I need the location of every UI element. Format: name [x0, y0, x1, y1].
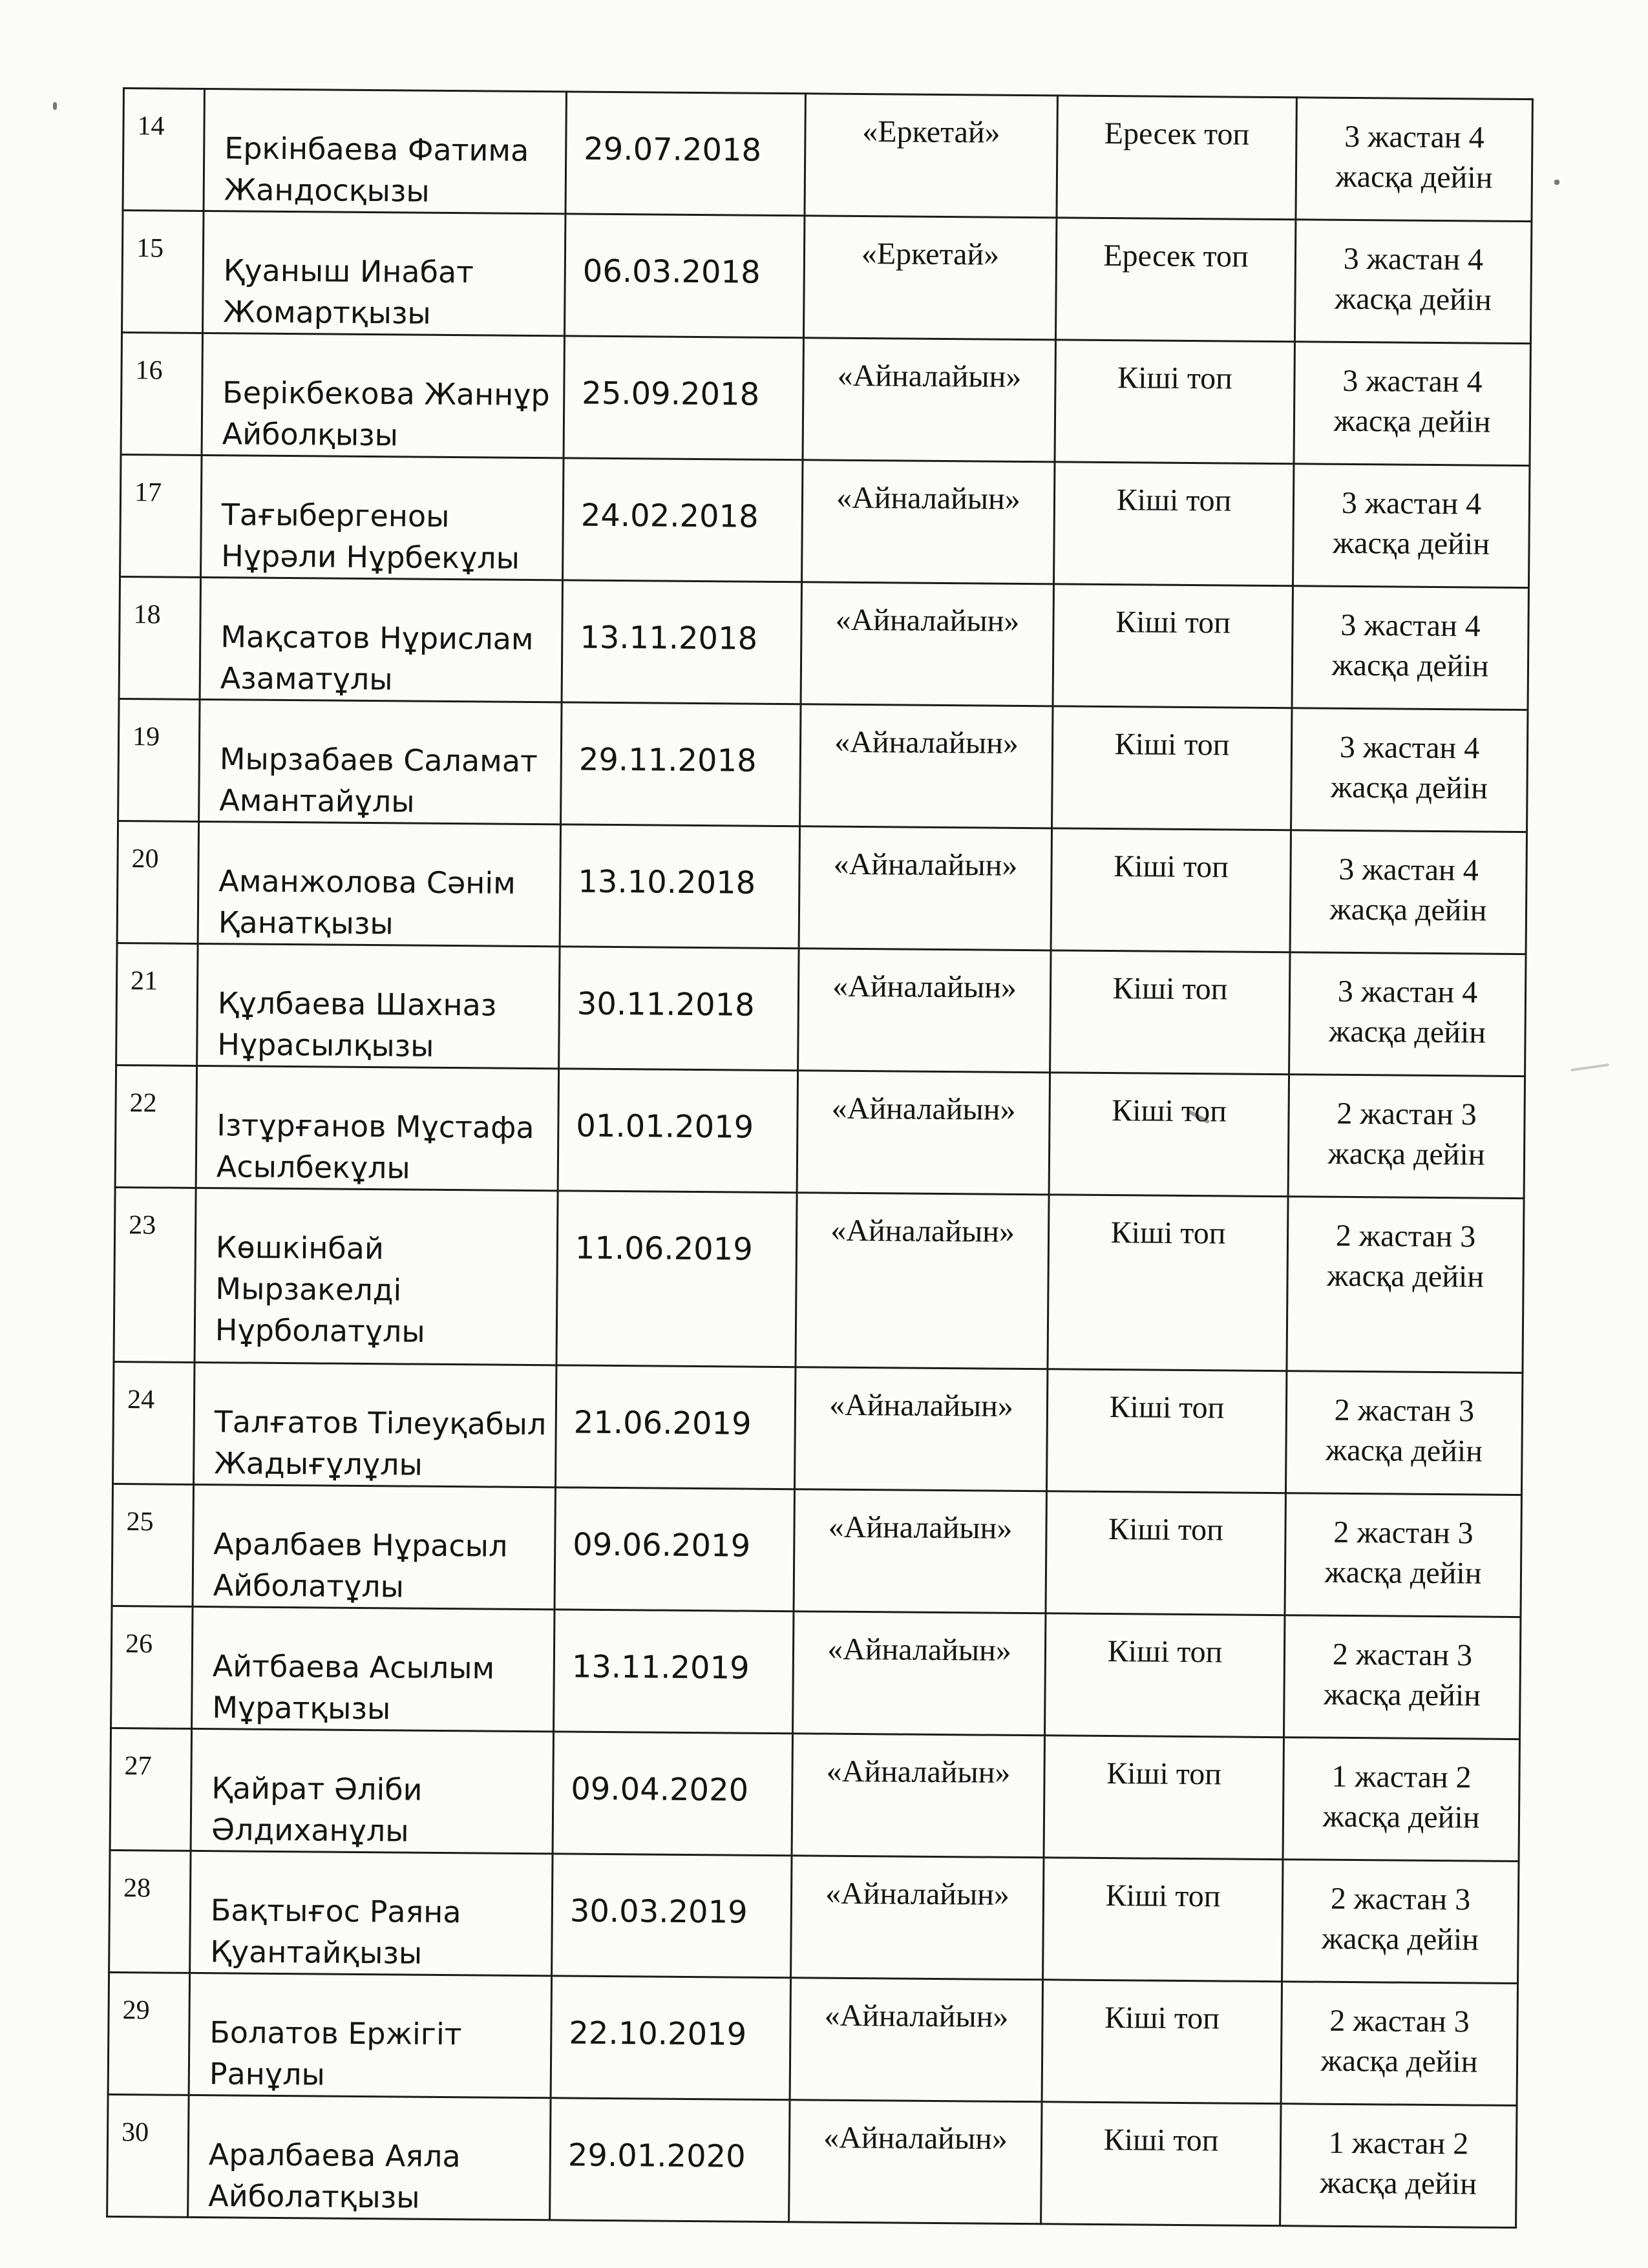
- children-roster-table: [106, 87, 1534, 2229]
- group-name-cell: [794, 1367, 1047, 1491]
- scan-speck: [53, 102, 57, 110]
- birth-date-cell: [561, 702, 801, 826]
- group-level: Кіші топ: [1108, 1512, 1224, 1548]
- group-name: «Айналайын»: [834, 724, 1019, 761]
- roster-table-body: [107, 89, 1533, 2228]
- group-level: Кіші топ: [1114, 849, 1229, 885]
- row-number-cell: [112, 1484, 193, 1606]
- group-level: Кіші топ: [1105, 1878, 1221, 1914]
- group-level: Кіші топ: [1112, 1093, 1227, 1129]
- scan-speck: [1554, 180, 1559, 185]
- child-name: Талғатов Тілеуқабыл Жадығұлұлы: [214, 1404, 547, 1482]
- row-number-cell: [115, 1065, 196, 1188]
- age-range: 3 жастан 4 жасқа дейін: [1335, 119, 1493, 195]
- row-number: 27: [124, 1751, 152, 1781]
- group-level-cell: [1041, 2102, 1281, 2226]
- age-range-cell: [1296, 98, 1532, 222]
- row-number: 20: [131, 844, 159, 874]
- group-level-cell: [1042, 1980, 1282, 2104]
- group-level-cell: [1046, 1491, 1285, 1615]
- age-range-cell: [1283, 1738, 1519, 1862]
- birth-date: 25.09.2018: [582, 375, 760, 413]
- group-level-cell: [1043, 1858, 1283, 1982]
- age-range-cell: [1292, 586, 1528, 710]
- birth-date-cell: [558, 1069, 798, 1193]
- table-row: [123, 89, 1532, 222]
- birth-date-cell: [560, 824, 799, 949]
- table-row: [114, 1187, 1524, 1372]
- child-name-cell: [204, 89, 566, 213]
- group-name: «Айналайын»: [831, 1091, 1016, 1127]
- group-name: «Айналайын»: [832, 969, 1017, 1005]
- birth-date: 30.11.2018: [576, 985, 755, 1024]
- group-name-cell: [799, 826, 1051, 950]
- age-range: 3 жастан 4 жасқа дейін: [1334, 241, 1492, 317]
- age-range-cell: [1281, 1982, 1517, 2106]
- group-level: Кіші топ: [1115, 605, 1231, 640]
- group-level: Кіші топ: [1109, 1390, 1225, 1425]
- row-number-cell: [111, 1606, 193, 1728]
- age-range: 3 жастан 4 жасқа дейін: [1328, 974, 1486, 1050]
- group-name: «Айналайын»: [823, 2120, 1008, 2156]
- child-name: Көшкінбай Мырзакелді Нұрболатұлы: [215, 1230, 425, 1349]
- birth-date: 13.11.2018: [580, 619, 758, 657]
- row-number-cell: [110, 1728, 191, 1851]
- age-range-cell: [1289, 952, 1526, 1076]
- age-range-cell: [1285, 1493, 1521, 1617]
- row-number-cell: [118, 698, 200, 821]
- group-name-cell: [792, 1734, 1044, 1858]
- child-name-cell: [193, 1484, 555, 1609]
- child-name: Мақсатов Нұрислам Азаматұлы: [220, 619, 534, 697]
- row-number: 25: [126, 1507, 154, 1537]
- group-level-cell: [1057, 96, 1296, 220]
- row-number: 24: [127, 1385, 155, 1415]
- age-range: 1 жастан 2 жасқа дейін: [1319, 2125, 1477, 2201]
- birth-date-cell: [551, 1976, 790, 2100]
- age-range-cell: [1284, 1615, 1520, 1739]
- row-number: 15: [136, 233, 164, 264]
- table-row: [118, 698, 1528, 832]
- child-name-cell: [191, 1728, 553, 1853]
- age-range: 2 жастан 3 жасқа дейін: [1327, 1096, 1485, 1172]
- group-name: «Айналайын»: [824, 1998, 1009, 2034]
- child-name: Тағыбергеноы Нұрәли Нұрбекұлы: [221, 497, 520, 576]
- child-name-cell: [188, 2095, 551, 2220]
- birth-date-cell: [563, 458, 803, 582]
- age-range: 1 жастан 2 жасқа дейін: [1322, 1759, 1480, 1835]
- row-number: 19: [132, 722, 160, 752]
- table-row: [107, 2094, 1517, 2227]
- group-level: Кіші топ: [1117, 361, 1233, 396]
- group-level: Ересек топ: [1104, 116, 1250, 152]
- row-number-cell: [113, 1361, 195, 1484]
- birth-date: 30.03.2019: [569, 1893, 748, 1931]
- group-name-cell: [789, 2100, 1042, 2224]
- row-number-cell: [123, 89, 204, 211]
- row-number: 30: [121, 2117, 149, 2148]
- table-row: [121, 333, 1530, 466]
- group-name-cell: [790, 1978, 1042, 2102]
- child-name: Аралбаев Нұрасыл Айболатұлы: [213, 1526, 508, 1604]
- birth-date-cell: [555, 1487, 794, 1612]
- group-name-cell: [803, 216, 1056, 340]
- row-number: 23: [128, 1210, 156, 1241]
- child-name-cell: [201, 455, 564, 580]
- group-name-cell: [796, 1193, 1049, 1369]
- age-range: 2 жастан 3 жасқа дейін: [1325, 1392, 1483, 1469]
- child-name: Қуаныш Инабат Жомартқызы: [223, 253, 474, 331]
- child-name: Бақтығос Раяна Қуантайқызы: [210, 1893, 461, 1971]
- age-range-cell: [1291, 708, 1528, 832]
- birth-date: 21.06.2019: [573, 1404, 752, 1442]
- row-number: 16: [135, 355, 163, 386]
- child-name-cell: [199, 699, 562, 824]
- child-name: Ізтұрғанов Мұстафа Асылбекұлы: [216, 1108, 534, 1186]
- group-name-cell: [803, 338, 1055, 462]
- row-number-cell: [109, 1850, 191, 1973]
- table-row: [112, 1484, 1521, 1617]
- row-number-cell: [107, 2094, 189, 2217]
- birth-date: 11.06.2019: [575, 1230, 753, 1268]
- child-name: Айтбаева Асылым Мұратқызы: [212, 1648, 495, 1727]
- age-range: 2 жастан 3 жасқа дейін: [1326, 1218, 1484, 1294]
- age-range: 3 жастан 4 жасқа дейін: [1330, 730, 1488, 806]
- child-name-cell: [195, 1188, 558, 1365]
- age-range-cell: [1293, 464, 1529, 588]
- group-level-cell: [1053, 584, 1293, 708]
- group-level-cell: [1052, 706, 1292, 830]
- group-level-cell: [1051, 828, 1291, 952]
- birth-date: 09.06.2019: [573, 1526, 751, 1564]
- group-name: «Айналайын»: [836, 480, 1021, 516]
- group-level-cell: [1055, 340, 1294, 464]
- table-row: [120, 454, 1530, 587]
- birth-date-cell: [553, 1732, 792, 1856]
- group-name: «Айналайын»: [828, 1509, 1013, 1546]
- birth-date: 29.11.2018: [578, 741, 757, 779]
- group-level-cell: [1054, 462, 1294, 586]
- row-number: 22: [129, 1088, 157, 1118]
- birth-date: 29.07.2018: [584, 131, 762, 169]
- row-number-cell: [114, 1187, 196, 1362]
- child-name-cell: [192, 1606, 555, 1731]
- scan-speck: [1570, 1064, 1609, 1071]
- group-name-cell: [794, 1489, 1046, 1613]
- age-range: 3 жастан 4 жасқа дейін: [1333, 363, 1491, 439]
- age-range: 2 жастан 3 жасқа дейін: [1321, 1881, 1479, 1957]
- birth-date-cell: [565, 92, 805, 216]
- group-name-cell: [805, 94, 1057, 218]
- age-range-cell: [1294, 342, 1530, 466]
- table-row: [111, 1606, 1521, 1739]
- birth-date: 01.01.2019: [576, 1108, 754, 1146]
- birth-date-cell: [554, 1610, 794, 1734]
- table-row: [113, 1361, 1523, 1495]
- group-level-cell: [1045, 1613, 1285, 1738]
- row-number: 21: [130, 966, 158, 996]
- age-range-cell: [1288, 1075, 1525, 1199]
- age-range-cell: [1285, 1371, 1522, 1495]
- child-name-cell: [194, 1362, 556, 1487]
- birth-date-cell: [564, 214, 804, 338]
- birth-date-cell: [552, 1854, 792, 1978]
- group-level: Кіші топ: [1112, 971, 1228, 1007]
- child-name-cell: [190, 1851, 553, 1975]
- birth-date: 13.11.2019: [571, 1648, 750, 1686]
- group-level-cell: [1048, 1195, 1288, 1371]
- row-number: 26: [125, 1629, 153, 1659]
- row-number-cell: [122, 211, 204, 333]
- group-name: «Айналайын»: [829, 1387, 1014, 1423]
- birth-date: 24.02.2018: [580, 497, 759, 535]
- birth-date-cell: [550, 2098, 790, 2222]
- group-name: «Айналайын»: [825, 1876, 1010, 1912]
- birth-date-cell: [562, 580, 801, 704]
- group-name: «Айналайын»: [835, 602, 1020, 638]
- group-name-cell: [801, 582, 1053, 706]
- group-name: «Еркетай»: [862, 114, 1000, 150]
- row-number-cell: [120, 454, 202, 577]
- child-name-cell: [197, 943, 560, 1068]
- age-range: 2 жастан 3 жасқа дейін: [1320, 2003, 1478, 2079]
- age-range-cell: [1282, 1860, 1519, 1984]
- age-range-cell: [1294, 220, 1531, 344]
- birth-date-cell: [559, 947, 799, 1071]
- row-number-cell: [108, 1972, 189, 2095]
- group-level: Ересек топ: [1103, 238, 1249, 274]
- row-number: 14: [137, 111, 165, 142]
- row-number-cell: [119, 576, 200, 699]
- birth-date-cell: [556, 1191, 797, 1367]
- table-row: [115, 1065, 1525, 1198]
- group-name-cell: [800, 704, 1053, 828]
- row-number-cell: [121, 333, 202, 456]
- child-name-cell: [202, 333, 564, 457]
- age-range: 3 жастан 4 жасқа дейін: [1329, 852, 1487, 928]
- child-name-cell: [189, 1973, 551, 2097]
- child-name: Берікбекова Жаннұр Айболқызы: [222, 375, 550, 453]
- table-row: [117, 821, 1527, 954]
- table-row: [108, 1972, 1517, 2105]
- group-level-cell: [1044, 1736, 1284, 1860]
- group-level: Кіші топ: [1116, 483, 1232, 518]
- child-name: Аралбаева Аяла Айболатқызы: [208, 2137, 461, 2215]
- table-row: [109, 1850, 1519, 1983]
- row-number: 29: [122, 1995, 150, 2026]
- birth-date-cell: [556, 1365, 796, 1489]
- row-number: 17: [134, 478, 162, 508]
- row-number-cell: [116, 943, 198, 1066]
- group-level: Кіші топ: [1107, 1634, 1223, 1670]
- group-level: Кіші топ: [1106, 1756, 1222, 1792]
- row-number: 18: [133, 600, 161, 630]
- table-row: [122, 211, 1532, 344]
- birth-date: 29.01.2020: [567, 2137, 746, 2175]
- group-name-cell: [798, 949, 1051, 1073]
- birth-date: 09.04.2020: [571, 1770, 749, 1809]
- group-name: «Айналайын»: [833, 846, 1018, 883]
- birth-date: 22.10.2019: [569, 2015, 747, 2053]
- group-name-cell: [797, 1071, 1050, 1195]
- group-name: «Айналайын»: [827, 1632, 1012, 1668]
- child-name-cell: [196, 1066, 558, 1190]
- birth-date-cell: [564, 336, 803, 460]
- table-row: [119, 576, 1528, 709]
- age-range-cell: [1290, 830, 1527, 954]
- age-range: 2 жастан 3 жасқа дейін: [1324, 1515, 1482, 1591]
- group-level-cell: [1049, 1073, 1289, 1197]
- birth-date: 06.03.2018: [582, 253, 761, 291]
- birth-date: 13.10.2018: [578, 863, 756, 901]
- table-row: [110, 1728, 1519, 1861]
- group-name: «Айналайын»: [830, 1213, 1015, 1249]
- child-name: Болатов Ержігіт Ранұлы: [209, 2015, 462, 2092]
- child-name: Мырзабаев Саламат Амантайұлы: [219, 741, 538, 819]
- child-name: Аманжолова Сәнім Қанатқызы: [218, 863, 516, 941]
- age-range-cell: [1280, 2104, 1517, 2228]
- group-level-cell: [1055, 218, 1295, 342]
- child-name: Құлбаева Шахназ Нұрасылқызы: [217, 985, 497, 1064]
- group-level-cell: [1046, 1369, 1286, 1493]
- group-name-cell: [802, 460, 1055, 584]
- child-name: Еркінбаева Фатима Жандосқызы: [224, 131, 529, 209]
- group-name: «Айналайын»: [826, 1754, 1011, 1790]
- group-level: Кіші топ: [1110, 1215, 1226, 1251]
- group-name: «Еркетай»: [861, 236, 1000, 272]
- child-name-cell: [198, 821, 560, 946]
- age-range: 3 жастан 4 жасқа дейін: [1331, 607, 1489, 684]
- child-name-cell: [200, 577, 562, 702]
- age-range: 2 жастан 3 жасқа дейін: [1323, 1637, 1481, 1713]
- child-name: Қайрат Әліби Әлдиханұлы: [211, 1770, 423, 1849]
- row-number: 28: [123, 1873, 151, 1904]
- child-name-cell: [203, 211, 565, 335]
- group-level: Кіші топ: [1114, 727, 1230, 762]
- group-name-cell: [791, 1856, 1044, 1980]
- group-name: «Айналайын»: [837, 358, 1022, 394]
- row-number-cell: [117, 821, 198, 943]
- group-level: Кіші топ: [1104, 2000, 1220, 2036]
- group-name-cell: [793, 1612, 1046, 1736]
- group-level-cell: [1050, 950, 1290, 1075]
- table-row: [116, 943, 1526, 1076]
- age-range-cell: [1287, 1197, 1524, 1373]
- group-level: Кіші топ: [1103, 2123, 1219, 2158]
- age-range: 3 жастан 4 жасқа дейін: [1332, 485, 1490, 562]
